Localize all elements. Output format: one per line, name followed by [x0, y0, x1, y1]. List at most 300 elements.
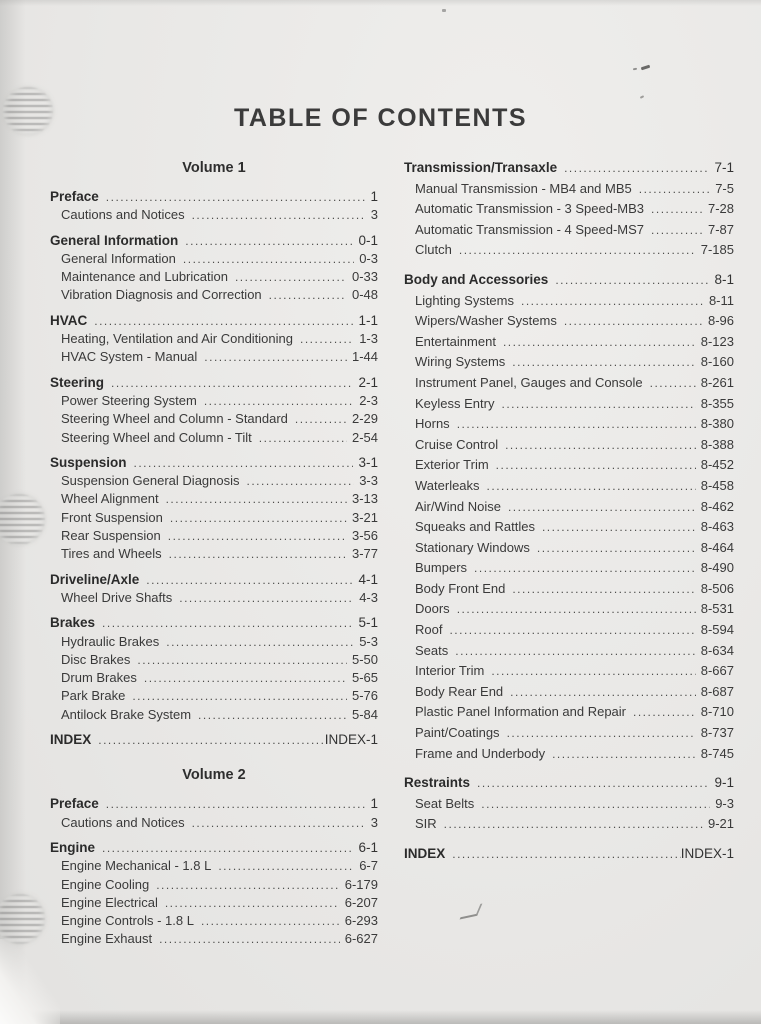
toc-entry — [50, 206, 378, 224]
toc-entry — [50, 232, 378, 250]
toc-entry-label: Brakes — [50, 615, 96, 631]
scan-speck — [633, 68, 637, 71]
toc-entry — [404, 814, 734, 835]
toc-entry-page: 0-3 — [359, 250, 378, 266]
toc-entry-label: Seats — [415, 642, 449, 658]
toc-entry-page: 8-464 — [700, 539, 734, 555]
toc-entry-page: 3-1 — [358, 454, 378, 470]
toc-entry-label: Stationary Windows — [415, 539, 530, 555]
toc-entry-page: 3 — [370, 207, 378, 223]
toc-entry — [404, 199, 734, 220]
toc-entry-page: 1-3 — [359, 331, 378, 347]
toc-entry — [404, 773, 734, 794]
toc-entry — [50, 429, 378, 447]
toc-entry-label: Doors — [415, 601, 450, 617]
toc-entry-page: 8-594 — [700, 622, 734, 638]
toc-entry-page: 0-1 — [358, 232, 378, 248]
dot-leader — [508, 497, 696, 518]
dot-leader — [496, 455, 696, 476]
toc-entry-label: Disc Brakes — [61, 651, 131, 667]
dot-leader — [455, 641, 696, 662]
toc-entry-page: 7-5 — [715, 180, 734, 196]
toc-entry — [50, 374, 378, 392]
dot-leader — [542, 517, 696, 538]
toc-entry-page: 3-13 — [351, 491, 378, 507]
toc-entry — [404, 723, 734, 744]
toc-entry — [404, 682, 734, 703]
toc-entry-label: Engine Electrical — [61, 894, 158, 910]
toc-entry-label: Vibration Diagnosis and Correction — [61, 287, 262, 303]
toc-entry — [50, 669, 378, 687]
dot-leader — [487, 476, 696, 497]
toc-entry — [404, 558, 734, 579]
toc-entry-label: SIR — [415, 816, 437, 832]
toc-entry — [404, 270, 734, 291]
volume-heading: Volume 1 — [182, 160, 246, 176]
toc-entry-label: Engine Exhaust — [61, 931, 153, 947]
toc-entry-page: 6-207 — [344, 894, 378, 910]
dot-leader — [168, 528, 347, 545]
toc-entry-page: 5-84 — [351, 706, 378, 722]
dot-leader — [170, 510, 347, 527]
toc-entry-page: 4-1 — [358, 571, 378, 587]
toc-entry-label: Cruise Control — [415, 436, 499, 452]
toc-group — [50, 731, 378, 749]
dot-leader — [165, 895, 340, 912]
toc-entry-page: 6-7 — [359, 858, 378, 874]
toc-group — [404, 773, 734, 835]
toc-entry-label: Wheel Drive Shafts — [61, 589, 173, 605]
dot-leader — [564, 158, 709, 179]
dot-leader — [183, 251, 354, 268]
toc-entry-page: 8-1 — [714, 271, 734, 287]
toc-entry-page: 8-11 — [708, 292, 734, 308]
toc-entry-label: Driveline/Axle — [50, 571, 140, 587]
toc-entry-label: Body and Accessories — [404, 271, 549, 287]
dot-leader — [259, 430, 347, 447]
toc-entry — [50, 348, 378, 366]
toc-entry-page: 0-48 — [351, 287, 378, 303]
toc-entry — [50, 571, 378, 589]
toc-entry-page: 3-3 — [359, 473, 378, 489]
dot-leader — [474, 558, 696, 579]
dot-leader — [94, 313, 353, 330]
toc-entry — [50, 312, 378, 330]
dot-leader — [537, 538, 696, 559]
dot-leader — [204, 393, 354, 410]
toc-entry — [50, 472, 378, 490]
toc-entry-label: Suspension General Diagnosis — [61, 473, 240, 489]
toc-entry-label: Plastic Panel Information and Repair — [415, 704, 627, 720]
toc-entry-label: Body Front End — [415, 580, 506, 596]
toc-entry-label: HVAC System - Manual — [61, 349, 198, 365]
toc-entry-label: Engine — [50, 839, 96, 855]
toc-entry-label: Paint/Coatings — [415, 725, 500, 741]
toc-entry — [404, 394, 734, 415]
dot-leader — [457, 599, 696, 620]
dot-leader — [457, 414, 696, 435]
toc-entry-page: 2-54 — [351, 429, 378, 445]
toc-group — [404, 270, 734, 764]
toc-entry-page: 7-28 — [707, 201, 734, 217]
dot-leader — [247, 473, 355, 490]
toc-entry — [404, 517, 734, 538]
dot-leader — [106, 796, 366, 813]
toc-entry-page: 8-667 — [700, 663, 734, 679]
toc-entry — [404, 599, 734, 620]
dot-leader — [144, 670, 347, 687]
toc-entry-label: Frame and Underbody — [415, 745, 546, 761]
toc-entry-label: Wiring Systems — [415, 354, 506, 370]
toc-entry — [50, 731, 378, 749]
toc-entry — [50, 795, 378, 813]
toc-entry-page: 8-531 — [700, 601, 734, 617]
toc-entry — [50, 814, 378, 832]
toc-group — [404, 844, 734, 865]
toc-entry-label: Preface — [50, 189, 99, 204]
toc-entry — [404, 661, 734, 682]
toc-group — [50, 614, 378, 724]
toc-entry-page: 8-261 — [700, 374, 734, 390]
toc-entry-label: Rear Suspension — [61, 528, 161, 544]
dot-leader — [501, 394, 695, 415]
toc-entry-page: 3-56 — [351, 528, 378, 544]
toc-entry-page: INDEX-1 — [324, 732, 378, 748]
dot-leader — [510, 682, 696, 703]
toc-entry-label: Steering Wheel and Column - Tilt — [61, 429, 252, 445]
page-top-edge-shadow — [0, 0, 761, 6]
dot-leader — [444, 814, 703, 835]
dot-leader — [505, 435, 696, 456]
dot-leader — [491, 661, 695, 682]
dot-leader — [106, 189, 366, 206]
dot-leader — [650, 373, 696, 394]
toc-entry-page: 9-3 — [715, 795, 734, 811]
scan-speck — [442, 9, 446, 12]
toc-entry-page: INDEX-1 — [680, 846, 734, 861]
dot-leader — [204, 349, 347, 366]
toc-entry-page: 3-77 — [351, 546, 378, 562]
toc-entry-page: 1-1 — [358, 312, 378, 328]
toc-entry — [404, 455, 734, 476]
toc-entry — [404, 620, 734, 641]
toc-entry-label: INDEX — [404, 846, 446, 861]
toc-entry — [50, 490, 378, 508]
toc-entry-page: 8-463 — [700, 519, 734, 535]
toc-entry-page: 3-21 — [351, 509, 378, 525]
dot-leader — [166, 634, 354, 651]
dot-leader — [481, 794, 710, 815]
dot-leader — [134, 455, 354, 472]
toc-entry — [50, 706, 378, 724]
toc-entry-page: 7-1 — [714, 160, 734, 175]
dot-leader — [503, 332, 696, 353]
toc-entry-label: Steering Wheel and Column - Standard — [61, 411, 288, 427]
dot-leader — [512, 579, 695, 600]
toc-entry — [50, 633, 378, 651]
toc-entry — [50, 527, 378, 545]
toc-entry-label: Wheel Alignment — [61, 491, 159, 507]
toc-entry-page: 8-458 — [700, 477, 734, 493]
toc-entry-label: Heating, Ventilation and Air Conditioning — [61, 331, 293, 347]
dot-leader — [218, 858, 354, 875]
toc-entry-label: Park Brake — [61, 688, 126, 704]
dot-leader — [179, 590, 354, 607]
toc-entry — [50, 392, 378, 410]
toc-entry-label: Exterior Trim — [415, 457, 489, 473]
dot-leader — [198, 707, 347, 724]
toc-entry-label: Instrument Panel, Gauges and Console — [415, 374, 643, 390]
toc-entry — [50, 912, 378, 930]
binder-hole-punch — [0, 894, 45, 944]
toc-entry-label: Squeaks and Rattles — [415, 519, 535, 535]
toc-entry — [404, 158, 734, 179]
toc-entry-label: Hydraulic Brakes — [61, 633, 160, 649]
dot-leader — [235, 269, 347, 286]
binder-hole-punch — [0, 494, 45, 545]
toc-entry-page: 1 — [370, 189, 378, 204]
toc-entry — [404, 414, 734, 435]
dot-leader — [521, 291, 704, 312]
toc-entry-label: Wipers/Washer Systems — [415, 313, 557, 329]
page-bottom-edge-shadow — [0, 1010, 761, 1024]
dot-leader — [102, 615, 353, 632]
toc-entry-page: 8-687 — [700, 683, 734, 699]
toc-entry — [50, 930, 378, 948]
toc-entry-label: General Information — [61, 250, 176, 266]
toc-column-left — [50, 158, 378, 956]
toc-entry-label: HVAC — [50, 312, 88, 328]
toc-entry-label: Engine Cooling — [61, 876, 150, 892]
toc-entry — [404, 702, 734, 723]
toc-entry-page: 2-1 — [358, 374, 378, 390]
toc-entry-page: 5-50 — [351, 651, 378, 667]
toc-entry-label: Body Rear End — [415, 683, 504, 699]
toc-entry-page: 8-737 — [700, 725, 734, 741]
toc-entry-page: 8-710 — [700, 704, 734, 720]
toc-entry-label: Automatic Transmission - 4 Speed-MS7 — [415, 221, 645, 237]
toc-group — [50, 839, 378, 949]
toc-entry-page: 8-506 — [700, 580, 734, 596]
toc-entry-page: 6-627 — [344, 931, 378, 947]
toc-entry — [404, 240, 734, 261]
toc-entry — [50, 410, 378, 428]
toc-entry — [404, 179, 734, 200]
dot-leader — [507, 723, 696, 744]
dot-leader — [633, 702, 696, 723]
toc-entry — [50, 286, 378, 304]
toc-group — [50, 454, 378, 564]
toc-entry-page: 7-185 — [700, 242, 734, 258]
toc-entry-page: 8-160 — [700, 354, 734, 370]
toc-entry — [50, 330, 378, 348]
toc-entry-label: Steering — [50, 374, 105, 390]
toc-group — [50, 188, 378, 225]
toc-entry — [404, 220, 734, 241]
toc-entry — [404, 311, 734, 332]
scan-pen-mark — [460, 903, 483, 919]
toc-entry — [404, 794, 734, 815]
toc-entry-page: 9-1 — [714, 775, 734, 791]
toc-entry-page: 8-355 — [700, 395, 734, 411]
dot-leader — [512, 352, 695, 373]
toc-entry-label: Seat Belts — [415, 795, 475, 811]
toc-entry — [404, 844, 734, 865]
toc-entry — [404, 352, 734, 373]
toc-entry-label: Cautions and Notices — [61, 207, 185, 223]
volume-heading: Volume 2 — [182, 767, 246, 784]
toc-group — [50, 795, 378, 832]
dot-leader — [185, 233, 353, 250]
toc-entry-label: Waterleaks — [415, 477, 480, 493]
toc-entry-label: Preface — [50, 796, 99, 812]
toc-entry-page: 1 — [370, 796, 378, 812]
toc-entry-page: 6-293 — [344, 913, 378, 929]
dot-leader — [111, 375, 353, 392]
toc-entry-page: 8-380 — [700, 416, 734, 432]
toc-entry — [404, 579, 734, 600]
toc-entry-label: INDEX — [50, 732, 92, 748]
toc-entry-label: Cautions and Notices — [61, 814, 185, 830]
toc-entry-page: 8-123 — [700, 333, 734, 349]
toc-entry — [50, 589, 378, 607]
toc-entry-page: 7-87 — [707, 221, 734, 237]
toc-entry-page: 0-33 — [351, 269, 378, 285]
dot-leader — [552, 744, 696, 765]
toc-entry-page: 2-3 — [359, 392, 378, 408]
dot-leader — [156, 877, 340, 894]
toc-entry-page: 5-76 — [351, 688, 378, 704]
dot-leader — [169, 546, 347, 563]
dot-leader — [564, 311, 703, 332]
dot-leader — [300, 331, 354, 348]
toc-entry — [404, 538, 734, 559]
toc-entry-label: Maintenance and Lubrication — [61, 269, 228, 285]
toc-entry — [50, 839, 378, 857]
dot-leader — [201, 913, 340, 930]
toc-entry — [404, 497, 734, 518]
dot-leader — [137, 652, 347, 669]
toc-entry — [50, 509, 378, 527]
dot-leader — [651, 199, 703, 220]
toc-entry-page: 5-1 — [358, 615, 378, 631]
toc-entry — [50, 687, 378, 705]
toc-entry-label: Clutch — [415, 242, 452, 258]
toc-entry-page: 8-96 — [707, 313, 734, 329]
toc-entry-page: 6-179 — [344, 876, 378, 892]
page-title: TABLE OF CONTENTS — [233, 104, 528, 132]
toc-entry-label: Power Steering System — [61, 392, 197, 408]
toc-entry-label: Antilock Brake System — [61, 706, 192, 722]
toc-entry-label: Bumpers — [415, 560, 468, 576]
toc-entry — [50, 876, 378, 894]
scan-speck — [641, 65, 650, 71]
dot-leader — [166, 491, 347, 508]
toc-entry-page: 8-462 — [700, 498, 734, 514]
toc-entry-label: General Information — [50, 232, 179, 248]
toc-entry — [404, 476, 734, 497]
toc-entry-page: 2-29 — [351, 411, 378, 427]
toc-entry — [50, 188, 378, 206]
toc-entry-label: Front Suspension — [61, 509, 163, 525]
dot-leader — [651, 220, 703, 241]
toc-entry — [404, 435, 734, 456]
toc-entry — [50, 454, 378, 472]
toc-entry-page: 4-3 — [359, 589, 378, 605]
toc-entry-label: Restraints — [404, 775, 471, 791]
toc-entry — [50, 268, 378, 286]
toc-entry — [50, 651, 378, 669]
toc-entry-label: Entertainment — [415, 333, 496, 349]
dot-leader — [98, 732, 324, 749]
toc-entry-label: Manual Transmission - MB4 and MB5 — [415, 180, 632, 196]
scan-speck — [640, 95, 644, 99]
toc-group — [50, 232, 378, 305]
dot-leader — [639, 179, 710, 200]
dot-leader — [295, 411, 347, 428]
dot-leader — [555, 270, 709, 291]
dot-leader — [192, 815, 366, 832]
toc-entry-label: Horns — [415, 416, 450, 432]
toc-entry — [404, 641, 734, 662]
toc-entry-page: 1-44 — [351, 349, 378, 365]
toc-entry-page: 6-1 — [358, 839, 378, 855]
dot-leader — [146, 572, 353, 589]
dot-leader — [477, 773, 709, 794]
toc-group — [50, 312, 378, 367]
toc-entry-page: 8-388 — [700, 436, 734, 452]
toc-entry-label: Lighting Systems — [415, 292, 514, 308]
toc-entry — [50, 614, 378, 632]
toc-entry-page: 5-3 — [359, 633, 378, 649]
toc-entry — [404, 744, 734, 765]
dot-leader — [192, 207, 366, 224]
toc-group — [404, 158, 734, 261]
toc-group — [50, 374, 378, 447]
dot-leader — [102, 840, 353, 857]
toc-entry-label: Roof — [415, 622, 443, 638]
toc-entry-label: Tires and Wheels — [61, 546, 162, 562]
toc-entry-label: Engine Controls - 1.8 L — [61, 913, 194, 929]
toc-entry-label: Keyless Entry — [415, 395, 495, 411]
toc-entry-label: Transmission/Transaxle — [404, 160, 558, 175]
toc-entry-page: 8-745 — [700, 745, 734, 761]
toc-entry-label: Drum Brakes — [61, 670, 137, 686]
toc-group — [50, 571, 378, 608]
toc-entry — [404, 291, 734, 312]
toc-entry — [50, 250, 378, 268]
toc-entry — [404, 373, 734, 394]
toc-entry — [404, 332, 734, 353]
dot-leader — [459, 240, 696, 261]
toc-entry-page: 8-634 — [700, 642, 734, 658]
toc-entry-page: 8-490 — [700, 560, 734, 576]
dot-leader — [452, 844, 680, 865]
toc-entry — [50, 545, 378, 563]
toc-entry-label: Automatic Transmission - 3 Speed-MB3 — [415, 201, 645, 217]
toc-entry-label: Interior Trim — [415, 663, 485, 679]
dot-leader — [159, 931, 340, 948]
dot-leader — [132, 688, 347, 705]
dot-leader — [269, 287, 347, 304]
toc-entry-page: 9-21 — [707, 816, 734, 832]
toc-entry — [50, 894, 378, 912]
toc-entry-label: Suspension — [50, 454, 127, 470]
toc-entry — [50, 857, 378, 875]
toc-entry-page: 5-65 — [351, 670, 378, 686]
dot-leader — [449, 620, 695, 641]
toc-column-right — [404, 158, 734, 874]
